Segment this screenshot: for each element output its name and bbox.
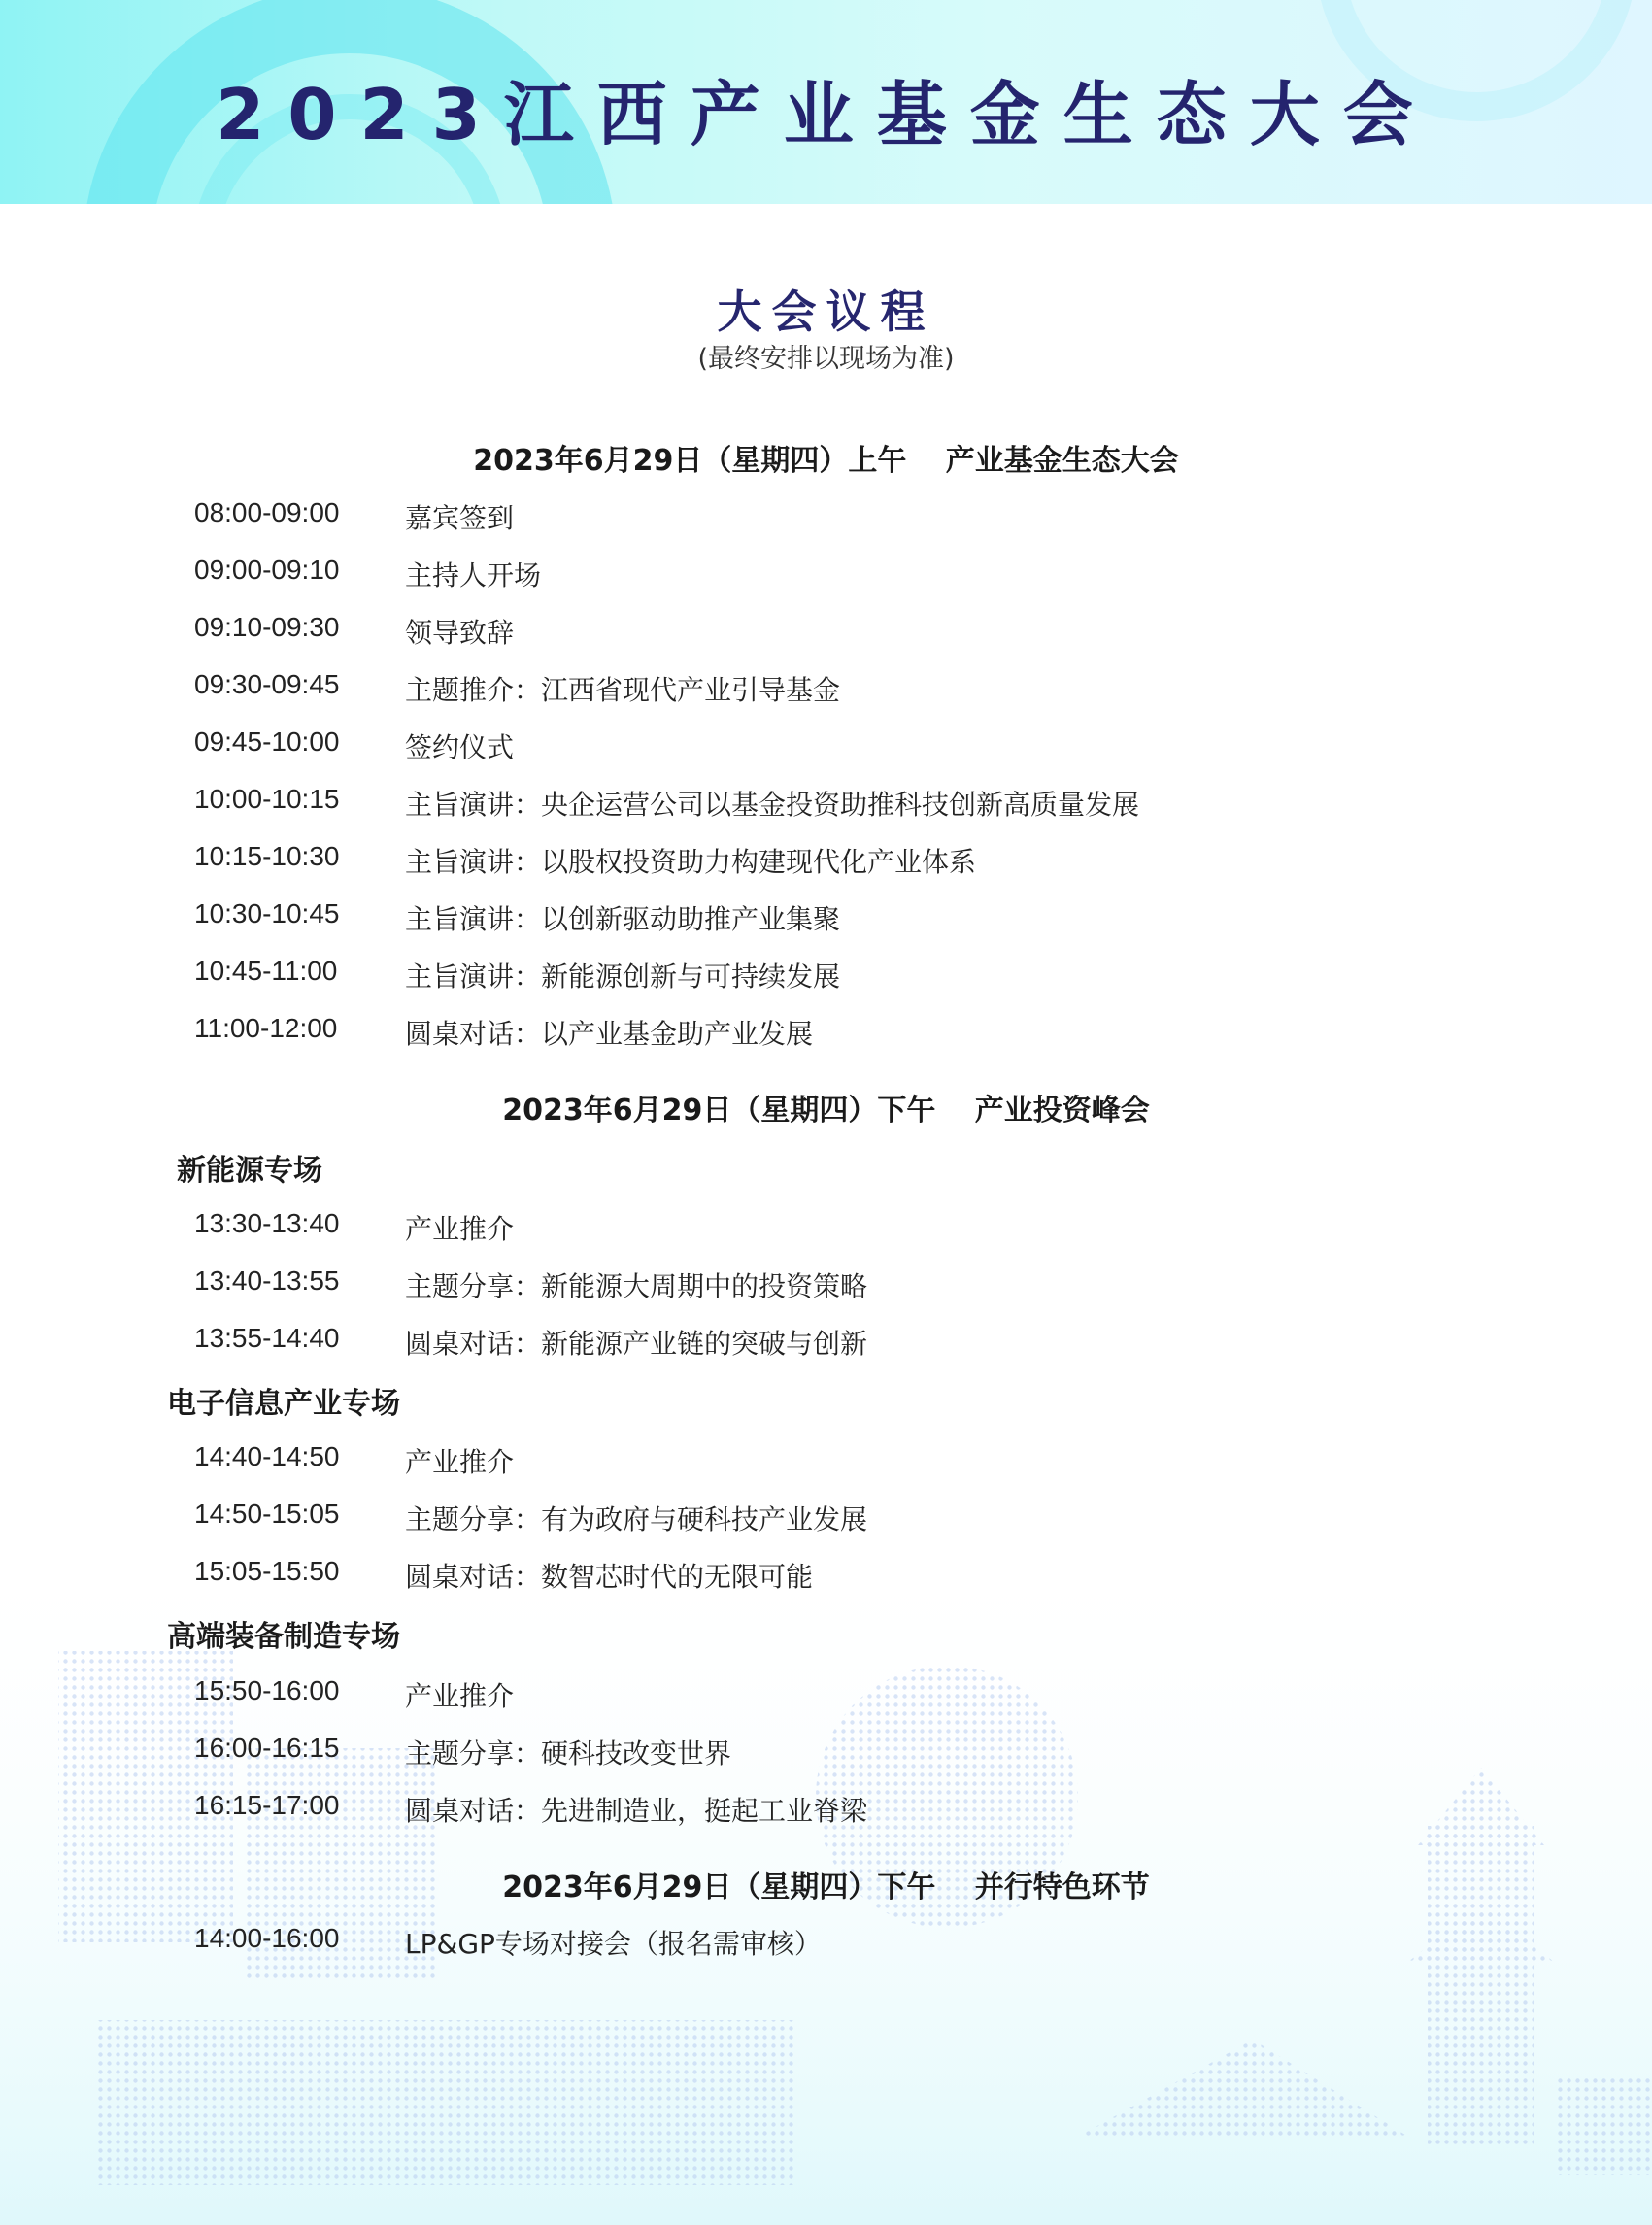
agenda-time: 15:05-15:50: [194, 1556, 340, 1586]
session-title-morning: 2023年6月29日（星期四）上午 产业基金生态大会: [473, 444, 1179, 478]
agenda-time: 16:00-16:15: [194, 1733, 340, 1763]
agenda-item: 领导致辞: [405, 617, 515, 649]
page-subtitle: (最终安排以现场为准): [697, 344, 955, 374]
agenda-time: 10:30-10:45: [194, 898, 340, 928]
agenda-time: 13:30-13:40: [194, 1208, 340, 1238]
agenda-time: 09:10-09:30: [194, 612, 340, 642]
agenda-item: 主题分享：新能源大周期中的投资策略: [405, 1270, 868, 1302]
agenda-time: 09:30-09:45: [194, 669, 340, 699]
agenda-time: 09:45-10:00: [194, 726, 340, 757]
agenda-item: 主题分享：硬科技改变世界: [405, 1737, 732, 1770]
agenda-item: 嘉宾签到: [405, 502, 515, 534]
agenda-item: 圆桌对话：新能源产业链的突破与创新: [405, 1328, 868, 1360]
agenda-item: 圆桌对话：先进制造业，挺起工业脊梁: [405, 1795, 868, 1827]
agenda-item: 主旨演讲：新能源创新与可持续发展: [405, 961, 841, 993]
agenda-time: 16:15-17:00: [194, 1790, 340, 1820]
agenda-item: 产业推介: [405, 1446, 515, 1478]
agenda-time: 08:00-09:00: [194, 497, 340, 527]
session-title-afternoon: 2023年6月29日（星期四）下午 产业投资峰会: [502, 1094, 1150, 1128]
agenda-item: 签约仪式: [405, 731, 515, 763]
agenda-time: 14:50-15:05: [194, 1499, 340, 1529]
agenda-item: 主旨演讲：以创新驱动助推产业集聚: [405, 903, 841, 935]
agenda-item: 主旨演讲：央企运营公司以基金投资助推科技创新高质量发展: [405, 789, 1140, 821]
agenda-item: 主题推介：江西省现代产业引导基金: [405, 674, 841, 706]
agenda-time: 13:55-14:40: [194, 1323, 340, 1353]
agenda-item: 主题分享：有为政府与硬科技产业发展: [405, 1503, 868, 1535]
agenda-time: 10:15-10:30: [194, 841, 340, 871]
agenda-time: 14:00-16:00: [194, 1923, 340, 1953]
agenda-time: 10:45-11:00: [194, 956, 338, 986]
agenda-item: 产业推介: [405, 1680, 515, 1712]
agenda-item: 圆桌对话：数智芯时代的无限可能: [405, 1561, 814, 1593]
agenda-time: 13:40-13:55: [194, 1265, 340, 1296]
agenda-item: LP&GP专场对接会（报名需审核）: [405, 1928, 822, 1960]
header-banner: [0, 0, 1652, 204]
agenda-time: 14:40-14:50: [194, 1441, 340, 1471]
track-title-electronics: 电子信息产业专场: [167, 1387, 400, 1421]
agenda-item: 圆桌对话：以产业基金助产业发展: [405, 1018, 814, 1050]
banner-title: 2023江西产业基金生态大会: [216, 74, 1436, 155]
agenda-time: 10:00-10:15: [194, 784, 340, 814]
agenda-time: 09:00-09:10: [194, 555, 340, 585]
agenda-time: 11:00-12:00: [194, 1013, 338, 1043]
agenda-item: 主持人开场: [405, 559, 542, 591]
agenda-time: 15:50-16:00: [194, 1675, 340, 1705]
agenda-item: 主旨演讲：以股权投资助力构建现代化产业体系: [405, 846, 977, 878]
page-title: 大会议程: [717, 286, 935, 338]
track-title-equipment: 高端装备制造专场: [167, 1620, 400, 1654]
session-title-parallel: 2023年6月29日（星期四）下午 并行特色环节: [502, 1871, 1150, 1905]
track-title-new-energy: 新能源专场: [177, 1154, 322, 1188]
agenda-item: 产业推介: [405, 1213, 515, 1245]
